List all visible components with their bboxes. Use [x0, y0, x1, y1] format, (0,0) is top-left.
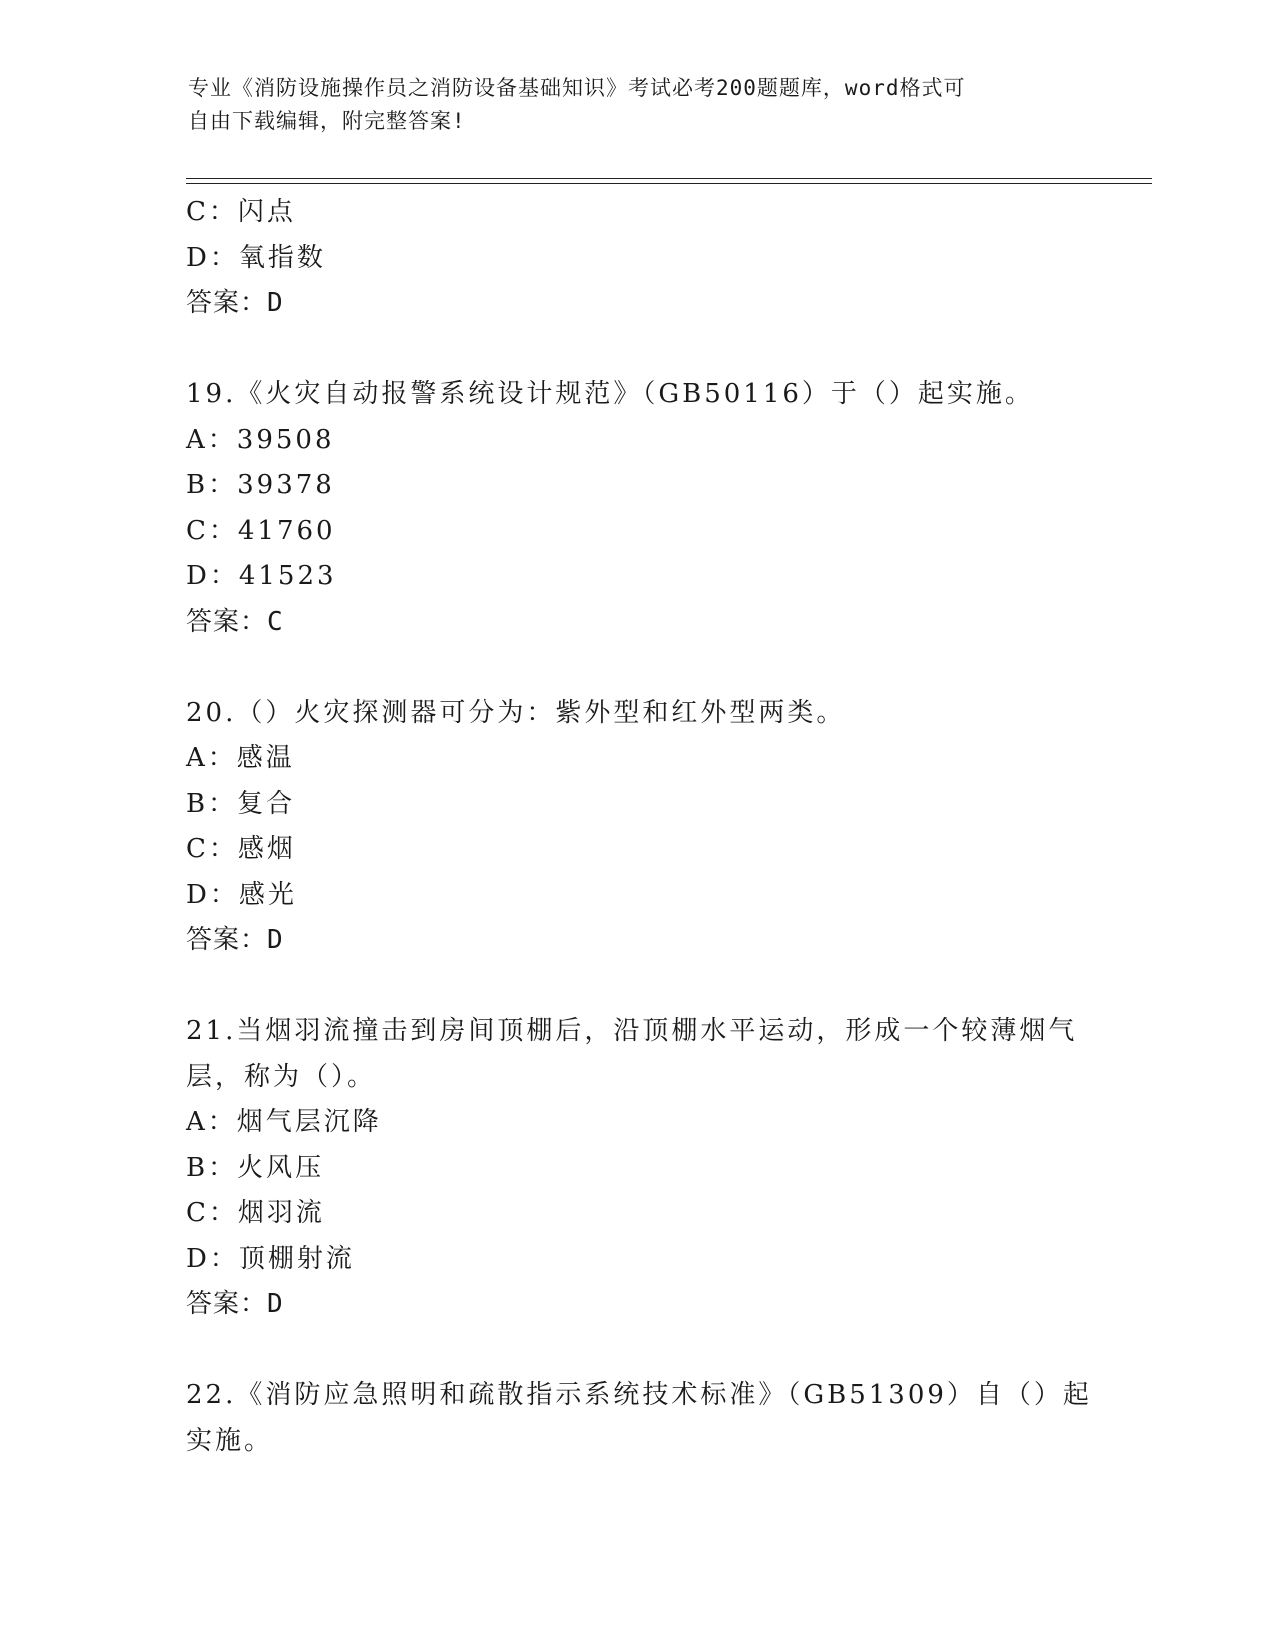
option-a: A：感温	[186, 743, 295, 773]
option-b: B：39378	[186, 470, 335, 500]
option-c: C：感烟	[186, 834, 296, 864]
question-stem-line-1: 21.当烟羽流撞击到房间顶棚后，沿顶棚水平运动，形成一个较薄烟气	[186, 1016, 1078, 1046]
question-stem: 20.（）火灾探测器可分为：紫外型和红外型两类。	[186, 697, 846, 728]
header-line-1: 专业《消防设施操作员之消防设备基础知识》考试必考200题题库，word格式可	[188, 76, 966, 100]
question-18-tail	[186, 190, 1086, 327]
question-stem-line-2: 层，称为（）。	[186, 1061, 377, 1092]
question-20	[186, 691, 1086, 964]
option-b: B：复合	[186, 788, 296, 819]
option-d: D：41523	[186, 561, 337, 591]
question-stem: 19.《火灾自动报警系统设计规范》（GB50116）于（）起实施。	[186, 379, 1034, 409]
spacer	[186, 1328, 1086, 1374]
question-22	[186, 1373, 1092, 1464]
question-21	[186, 1009, 1086, 1328]
option-a: A：烟气层沉降	[186, 1107, 382, 1137]
option-d: D：顶棚射流	[186, 1243, 355, 1274]
option-c: C：闪点	[186, 197, 296, 227]
question-list	[186, 190, 1092, 1464]
header-line-2: 自由下载编辑，附完整答案!	[188, 109, 466, 133]
option-c: C：41760	[186, 515, 336, 546]
answer: 答案：D	[186, 925, 284, 955]
question-stem-line-2: 实施。	[186, 1425, 274, 1456]
question-19	[186, 372, 1086, 645]
option-b: B：火风压	[186, 1152, 325, 1183]
option-d: D：氧指数	[186, 242, 326, 273]
spacer	[186, 964, 1086, 1010]
header-divider-top	[186, 178, 1152, 179]
answer: 答案：C	[186, 606, 284, 637]
option-a: A：39508	[186, 424, 335, 455]
header-divider-bottom	[186, 183, 1152, 184]
spacer	[186, 327, 1086, 373]
answer: 答案：D	[186, 288, 284, 318]
answer: 答案：D	[186, 1289, 284, 1319]
option-d: D：感光	[186, 879, 297, 910]
question-stem-line-1: 22.《消防应急照明和疏散指示系统技术标准》（GB51309）自（）起	[186, 1380, 1092, 1410]
document-header	[188, 72, 1068, 138]
spacer	[186, 645, 1086, 691]
option-c: C：烟羽流	[186, 1198, 325, 1228]
